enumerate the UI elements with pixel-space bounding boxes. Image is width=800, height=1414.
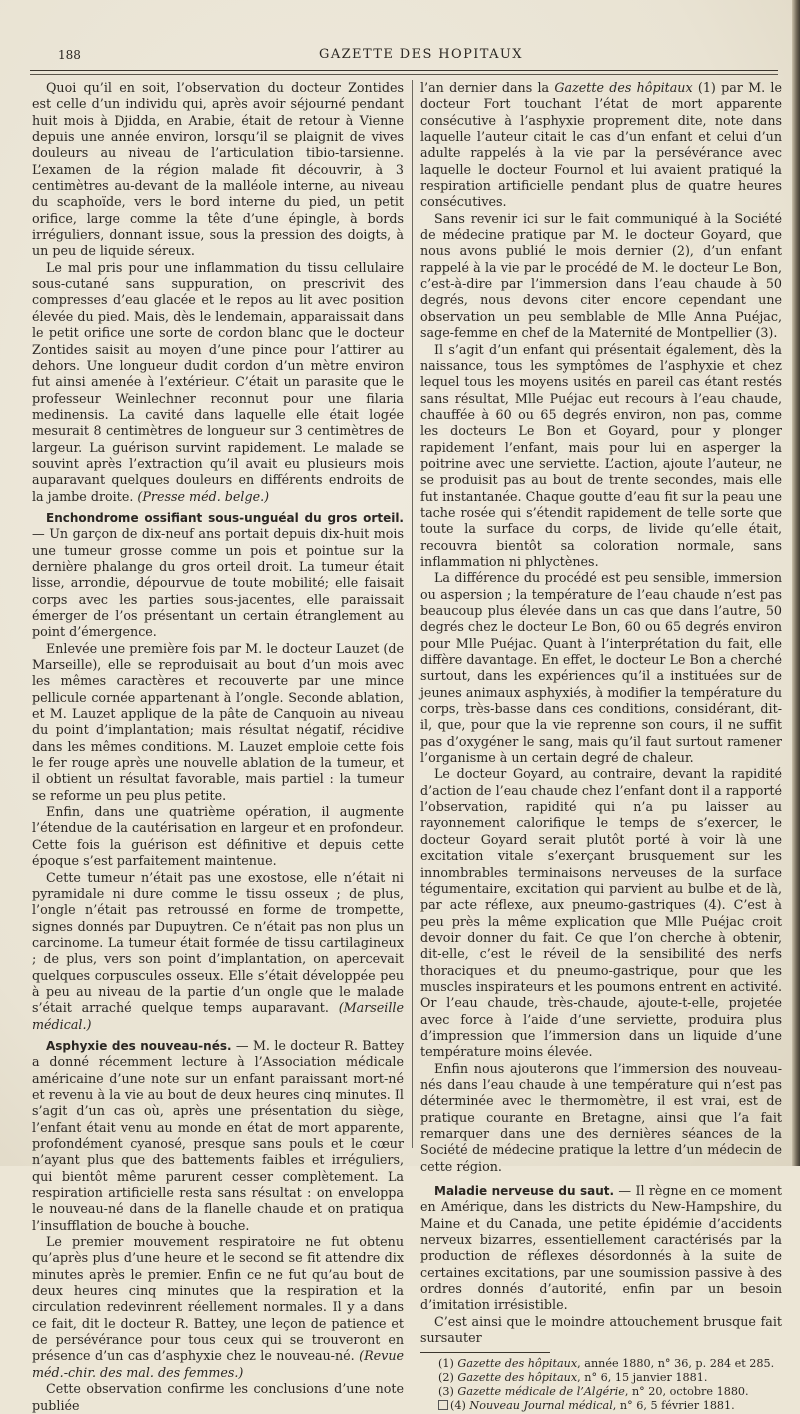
footnote: (2) Gazette des hôpitaux, n° 6, 15 janvier 1881. xyxy=(438,1371,708,1385)
paragraph: La différence du procédé est peu sensible, immersion ou aspersion ; la température de l’eau chaude n’est pas beaucoup plus élevée dans un cas que dans l’autre, 50 degrés chez le docteur Le Bon, 60 ou 65 degrés environ pour Mlle Puéjac. Quant à l’interprétation du fait, elle diffère davantage. En effet, le docteur Le Bon a cherché surtout, dans les expériences qu’il a instituées sur de jeunes animaux asphyxiés, à modifier la température du corps, très-basse dans ces conditions, considérant, dit-il, que, pour que la vie reprenne son cours, il ne suffit pas d’oxygéner le sang, mais qu’il faut surtout ramener l’organisme à un certain degré de chaleur. xyxy=(420,570,782,766)
paragraph: Cette observation confirme les conclusions d’une note publiée xyxy=(32,1381,404,1413)
paragraph: Cette tumeur n’était pas une exostose, elle n’était ni pyramidale ni dure comme le tissu osseux ; de plus, l’ongle n’était pas retroussé en forme de trompette, signes donnés par Dupuytren. Ce n’était pas non plus un carcinome. La tumeur était formée de tissu cartilagineux ; de plus, vers son point d’implantation, on apercevait quelques corpuscules osseux. Elle s’était développée peu à peu au niveau de la partie d’un ongle que le malade s’était arraché quelque temps auparavant. (Marseille médical.) xyxy=(32,869,404,1032)
paragraph: Enfin nous ajouterons que l’immersion des nouveau-nés dans l’eau chaude à une température qui n’est pas déterminée avec le thermomètre, il est vrai, est de pratique courante en Bretagne, ainsi que l’a fait remarquer dans une des dernières séances de la Société de médecine pratique la lettre d’un médecin de cette région. xyxy=(420,1060,782,1174)
column-divider xyxy=(412,80,413,1148)
header-rule-thick xyxy=(30,70,778,71)
footnotes xyxy=(420,1357,782,1413)
article-heading: Enchondrome ossifiant sous-unguéal du gros orteil. xyxy=(46,510,404,525)
right-column xyxy=(420,80,782,1413)
footnote-rule xyxy=(420,1352,550,1353)
journal-name: Gazette des hôpitaux xyxy=(554,80,693,95)
page-number: 188 xyxy=(58,48,81,62)
source-citation: (Revue méd.-chir. des mal. des femmes.) xyxy=(32,1348,404,1380)
article-paragraph: Maladie nerveuse du saut. — Il règne en ce moment en Amérique, dans les districts du New-Hampshire, du Maine et du Canada, une petite épidémie d’accidents nerveux bizarres, essentiellement caractérisés par la production de réflexes désordonnés à la suite de certaines excitations, par une soumission passive à des ordres donnés d’autorité, enfin par un besoin d’imitation irrésistible. xyxy=(420,1183,782,1313)
header-rule-thin xyxy=(30,74,778,75)
paragraph: Le premier mouvement respiratoire ne fut obtenu qu’après plus d’une heure et le second se fit attendre dix minutes après le premier. Enfin ce ne fut qu’au bout de deux heures cinq minutes que la respiration et la circulation redevinrent réellement normales. Il y a dans ce fait, dit le docteur R. Battey, une leçon de patience et de persévérance pour tous ceux qui se trouveront en présence d’un cas d’asphyxie chez le nouveau-né. (Revue méd.-chir. des mal. des femmes.) xyxy=(32,1234,404,1380)
paragraph: Sans revenir ici sur le fait communiqué à la Société de médecine pratique par M. le docteur Goyard, que nous avons publié le mois dernier (2), d’un enfant rappelé à la vie par le procédé de M. le docteur Le Bon, c’est-à-dire par l’immersion dans l’eau chaude à 50 degrés, nous devons citer encore cependant une observation un peu semblable de Mlle Anna Puéjac, sage-femme en chef de la Maternité de Montpellier (3). xyxy=(420,210,782,341)
paragraph: Le docteur Goyard, au contraire, devant la rapidité d’action de l’eau chaude chez l’enfant dont il a rapporté l’observation, rapidité qui n’a pu laisser au rayonnement calorifique le temps de s’exercer, le docteur Goyard serait plutôt porté à voir là une excitation vitale s’exerçant brusquement sur les innombrables terminaisons nerveuses de la surface tégumentaire, excitation qui parvient au bulbe et de là, par acte réflexe, aux pneumo-gastriques (4). C’est à peu près la même explication que Mlle Puéjac croit devoir donner du fait. Ce que l’on cherche à obtenir, dit-elle, c’est le réveil de la sensibilité des nerfs thoraciques et du pneumo-gastrique, pour que les muscles inspirateurs et les poumons entrent en activité. Or l’eau chaude, très-chaude, ajoute-t-elle, projetée avec force à l’aide d’une serviette, produira plus d’impression que l’immersion dans un liquide d’une température moins élevée. xyxy=(420,766,782,1060)
paragraph: C’est ainsi que le moindre attouchement brusque fait sursauter xyxy=(420,1313,782,1346)
source-citation: (Presse méd. belge.) xyxy=(137,488,270,504)
footnote: (3) Gazette médicale de l’Algérie, n° 20, octobre 1880. xyxy=(438,1385,749,1399)
article-paragraph: Enchondrome ossifiant sous-unguéal du gros orteil. — Un garçon de dix-neuf ans portait depuis dix-huit mois une tumeur grosse comme un pois et pointue sur la dernière phalange du gros orteil droit. La tumeur était lisse, arrondie, dépourvue de toute mobilité; elle faisait corps avec les parties sous-jacentes, elle paraissait émerger de l’os présentant un certain étranglement au point d’émergence. xyxy=(32,510,404,640)
paragraph: l’an dernier dans la Gazette des hôpitaux (1) par M. le docteur Fort touchant l’état de mort apparente consécutive à l’asphyxie proprement dite, note dans laquelle l’auteur citait le cas d’un enfant et celui d’un adulte rappelés à la vie par la persévérance avec laquelle le docteur Fournol et lui avaient pratiqué la respiration artificielle pendant plus de quatre heures consécutives. xyxy=(420,80,782,210)
footnote: (4) Nouveau Journal médical, n° 6, 5 février 1881. xyxy=(420,1399,782,1413)
page-header xyxy=(58,44,784,64)
left-column xyxy=(32,80,404,1413)
page-edge xyxy=(792,0,800,1166)
source-citation: (Marseille médical.) xyxy=(32,1000,404,1032)
article-heading: Maladie nerveuse du saut. xyxy=(434,1184,615,1199)
paragraph: Le mal pris pour une inflammation du tissu cellulaire sous-cutané sans suppuration, on prescrivit des compresses d’eau glacée et le repos au lit avec position élevée du pied. Mais, dès le lendemain, apparaissait dans le petit orifice une sorte de cordon blanc que le docteur Zontides saisit au moyen d’une pince pour l’attirer au dehors. Une longueur dudit cordon d’un mètre environ fut ainsi amenée à l’extérieur. C’était un parasite que le professeur Weinlechner reconnut pour une filaria medinensis. La cavité dans laquelle elle était logée mesurait 8 centimètres de longueur sur 3 centimètres de largeur. La guérison survint rapidement. Le malade se souvint après l’extraction qu’il avait eu plusieurs mois auparavant quelques douleurs en différents endroits de la jambe droite. (Presse méd. belge.) xyxy=(32,259,404,504)
footnote: (1) Gazette des hôpitaux, année 1880, n° 36, p. 284 et 285. xyxy=(438,1357,775,1371)
paragraph: Enfin, dans une quatrième opération, il augmente l’étendue de la cautérisation en largeur et en profondeur. Cette fois la guérison est définitive et depuis cette époque s’est parfaitement maintenue. xyxy=(32,804,404,869)
stamp-icon xyxy=(438,1400,448,1410)
paragraph: Quoi qu’il en soit, l’observation du docteur Zontides est celle d’un individu qui, après avoir séjourné pendant huit mois à Djidda, en Arabie, était de retour à Vienne depuis une année environ, lorsqu’il se plaignit de vives douleurs au niveau de l’articulation tibio-tarsienne. L’examen de la région malade fit découvrir, à 3 centimètres au-devant de la malléole interne, au niveau du scaphoïde, vers le bord interne du pied, un petit orifice, large comme la tête d’une épingle, à bords irréguliers, donnant issue, sous la pression des doigts, à un peu de liquide séreux. xyxy=(32,80,404,259)
page-title: GAZETTE DES HOPITAUX xyxy=(319,47,523,62)
paragraph: Il s’agit d’un enfant qui présentait également, dès la naissance, tous les symptômes de l’asphyxie et chez lequel tous les moyens usités en pareil cas étant restés sans résultat, Mlle Puéjac eut recours à l’eau chaude, chauffée à 60 ou 65 degrés environ, non pas, comme les docteurs Le Bon et Goyard, pour y plonger rapidement l’enfant, mais pour lui en asperger la poitrine avec une serviette. L’action, ajoute l’auteur, ne se produisit pas au bout de trente secondes, mais elle fut instantanée. Chaque goutte d’eau fit sur la peau une tache rosée qui s’étendit rapidement de telle sorte que toute la surface du corps, de livide qu’elle était, recouvra bientôt sa coloration normale, sans inflammation ni phlyctènes. xyxy=(420,341,782,569)
article-paragraph: Asphyxie des nouveau-nés. — M. le docteur R. Battey a donné récemment lecture à l’Association médicale américaine d’une note sur un enfant paraissant mort-né et revenu à la vie au bout de deux heures cinq minutes. Il s’agit d’un cas où, après une présentation du siège, l’enfant était venu au monde en état de mort apparente, profondément cyanosé, presque sans pouls et le cœur n’ayant plus que des battements faibles et irréguliers, qui bientôt même parurent cesser complètement. La respiration artificielle resta sans résultat : on enveloppa le nouveau-né dans de la flanelle chaude et on pratiqua l’insufflation de bouche à bouche. xyxy=(32,1037,404,1233)
paragraph: Enlevée une première fois par M. le docteur Lauzet (de Marseille), elle se reproduisait au bout d’un mois avec les mêmes caractères et recouverte par une mince pellicule cornée appartenant à l’ongle. Seconde ablation, et M. Lauzet applique de la pâte de Canquoin au niveau du point d’implantation; mais résultat négatif, récidive dans les mêmes conditions. M. Lauzet emploie cette fois le fer rouge après une nouvelle ablation de la tumeur, et il obtient un résultat favorable, mais partiel : la tumeur se reforme un peu plus petite. xyxy=(32,640,404,803)
article-heading: Asphyxie des nouveau-nés. xyxy=(46,1038,232,1053)
